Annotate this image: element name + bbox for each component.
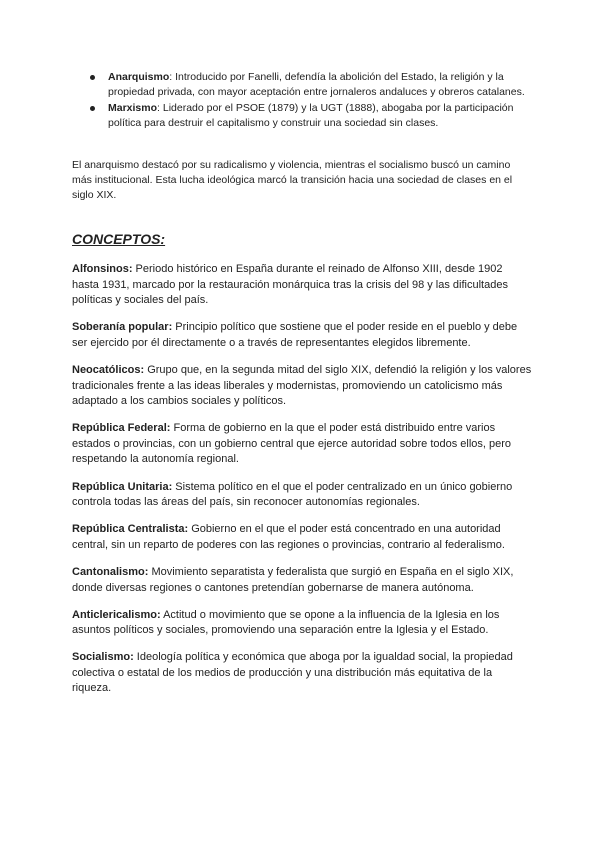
concept-definition: Periodo histórico en España durante el reinado de Alfonso XIII, desde 1902 hasta 1931, marcado por la restauración monárquica tras la crisis del 98 y las dificultades políticas y sociales del país. xyxy=(72,263,508,307)
concept-term: República Centralista: xyxy=(72,523,189,536)
bullet-icon xyxy=(90,106,95,111)
section-heading: CONCEPTOS: xyxy=(72,231,166,247)
concept-term: Alfonsinos: xyxy=(72,263,133,275)
concept-definition: Sistema político en el que el poder centralizado en un único gobierno controla todas las áreas del país, sin reconocer autonomías regionales. xyxy=(72,480,513,509)
concept-term: Soberanía popular: xyxy=(72,321,173,334)
concept-entry xyxy=(72,480,532,511)
concept-definition: Principio político que sostiene que el poder reside en el pueblo y debe ser ejercido por él directamente o a través de representantes elegidos libremente. xyxy=(72,321,518,349)
concept-term: Neocatólicos: xyxy=(72,363,145,376)
list-item xyxy=(86,70,536,100)
concept-entry xyxy=(72,320,532,351)
list-item xyxy=(86,101,536,131)
concept-term: Anticlericalismo: xyxy=(72,608,161,621)
concepts-list xyxy=(72,262,532,709)
concept-definition: Movimiento separatista y federalista que surgió en España en el siglo XIX, donde diversas regiones o cantones pretendían gobernarse de manera autónoma. xyxy=(72,565,514,594)
concept-definition: Actitud o movimiento que se opone a la influencia de la Iglesia en los asuntos políticos y sociales, promoviendo una separación entre la Iglesia y el Estado. xyxy=(72,608,500,637)
concept-definition: Gobierno en el que el poder está concentrado en una autoridad central, sin un reparto de poderes con las regiones o provincias, contrario al federalismo. xyxy=(72,523,505,551)
concept-entry xyxy=(72,363,532,410)
summary-paragraph: El anarquismo destacó por su radicalismo y violencia, mientras el socialismo buscó un camino más institucional. Esta lucha ideológica marcó la transición hacia una sociedad de clases en el siglo XIX. xyxy=(72,159,513,201)
concept-entry xyxy=(72,262,532,309)
concept-definition: Grupo que, en la segunda mitad del siglo XIX, defendió la religión y los valores tradicionales frente a las ideas liberales y modernistas, promoviendo un catolicismo más adaptado a los cambios sociales y políticos. xyxy=(72,363,532,408)
concept-term: República Federal: xyxy=(72,422,171,435)
concept-entry xyxy=(72,522,532,553)
bullet-list xyxy=(86,70,536,132)
bullet-text: : Introducido por Fanelli, defendía la abolición del Estado, la religión y la propiedad privada, con mayor aceptación entre jornaleros andaluces y obreros catalanes. xyxy=(108,71,525,98)
concept-definition: Ideología política y económica que aboga por la igualdad social, la propiedad colectiva o estatal de los medios de producción y una distribución más equitativa de la riqueza. xyxy=(72,651,513,695)
concept-term: Socialismo: xyxy=(72,651,134,664)
concept-entry xyxy=(72,421,532,468)
concept-term: República Unitaria: xyxy=(72,480,173,493)
bullet-term: Marxismo xyxy=(108,102,158,114)
concept-definition: Forma de gobierno en la que el poder está distribuido entre varios estados o provincias, con un gobierno central que ejerce autoridad sobre todos ellos, pero respetando la autonomía regional. xyxy=(72,422,512,466)
concept-entry xyxy=(72,650,532,697)
concept-term: Cantonalismo: xyxy=(72,565,149,578)
concept-entry xyxy=(72,608,532,639)
bullet-icon xyxy=(90,75,95,80)
bullet-term: Anarquismo xyxy=(108,71,170,83)
bullet-text: : Liderado por el PSOE (1879) y la UGT (1888), abogaba por la participación política para destruir el capitalismo y construir una sociedad sin clases. xyxy=(108,102,514,129)
concept-entry xyxy=(72,565,532,596)
